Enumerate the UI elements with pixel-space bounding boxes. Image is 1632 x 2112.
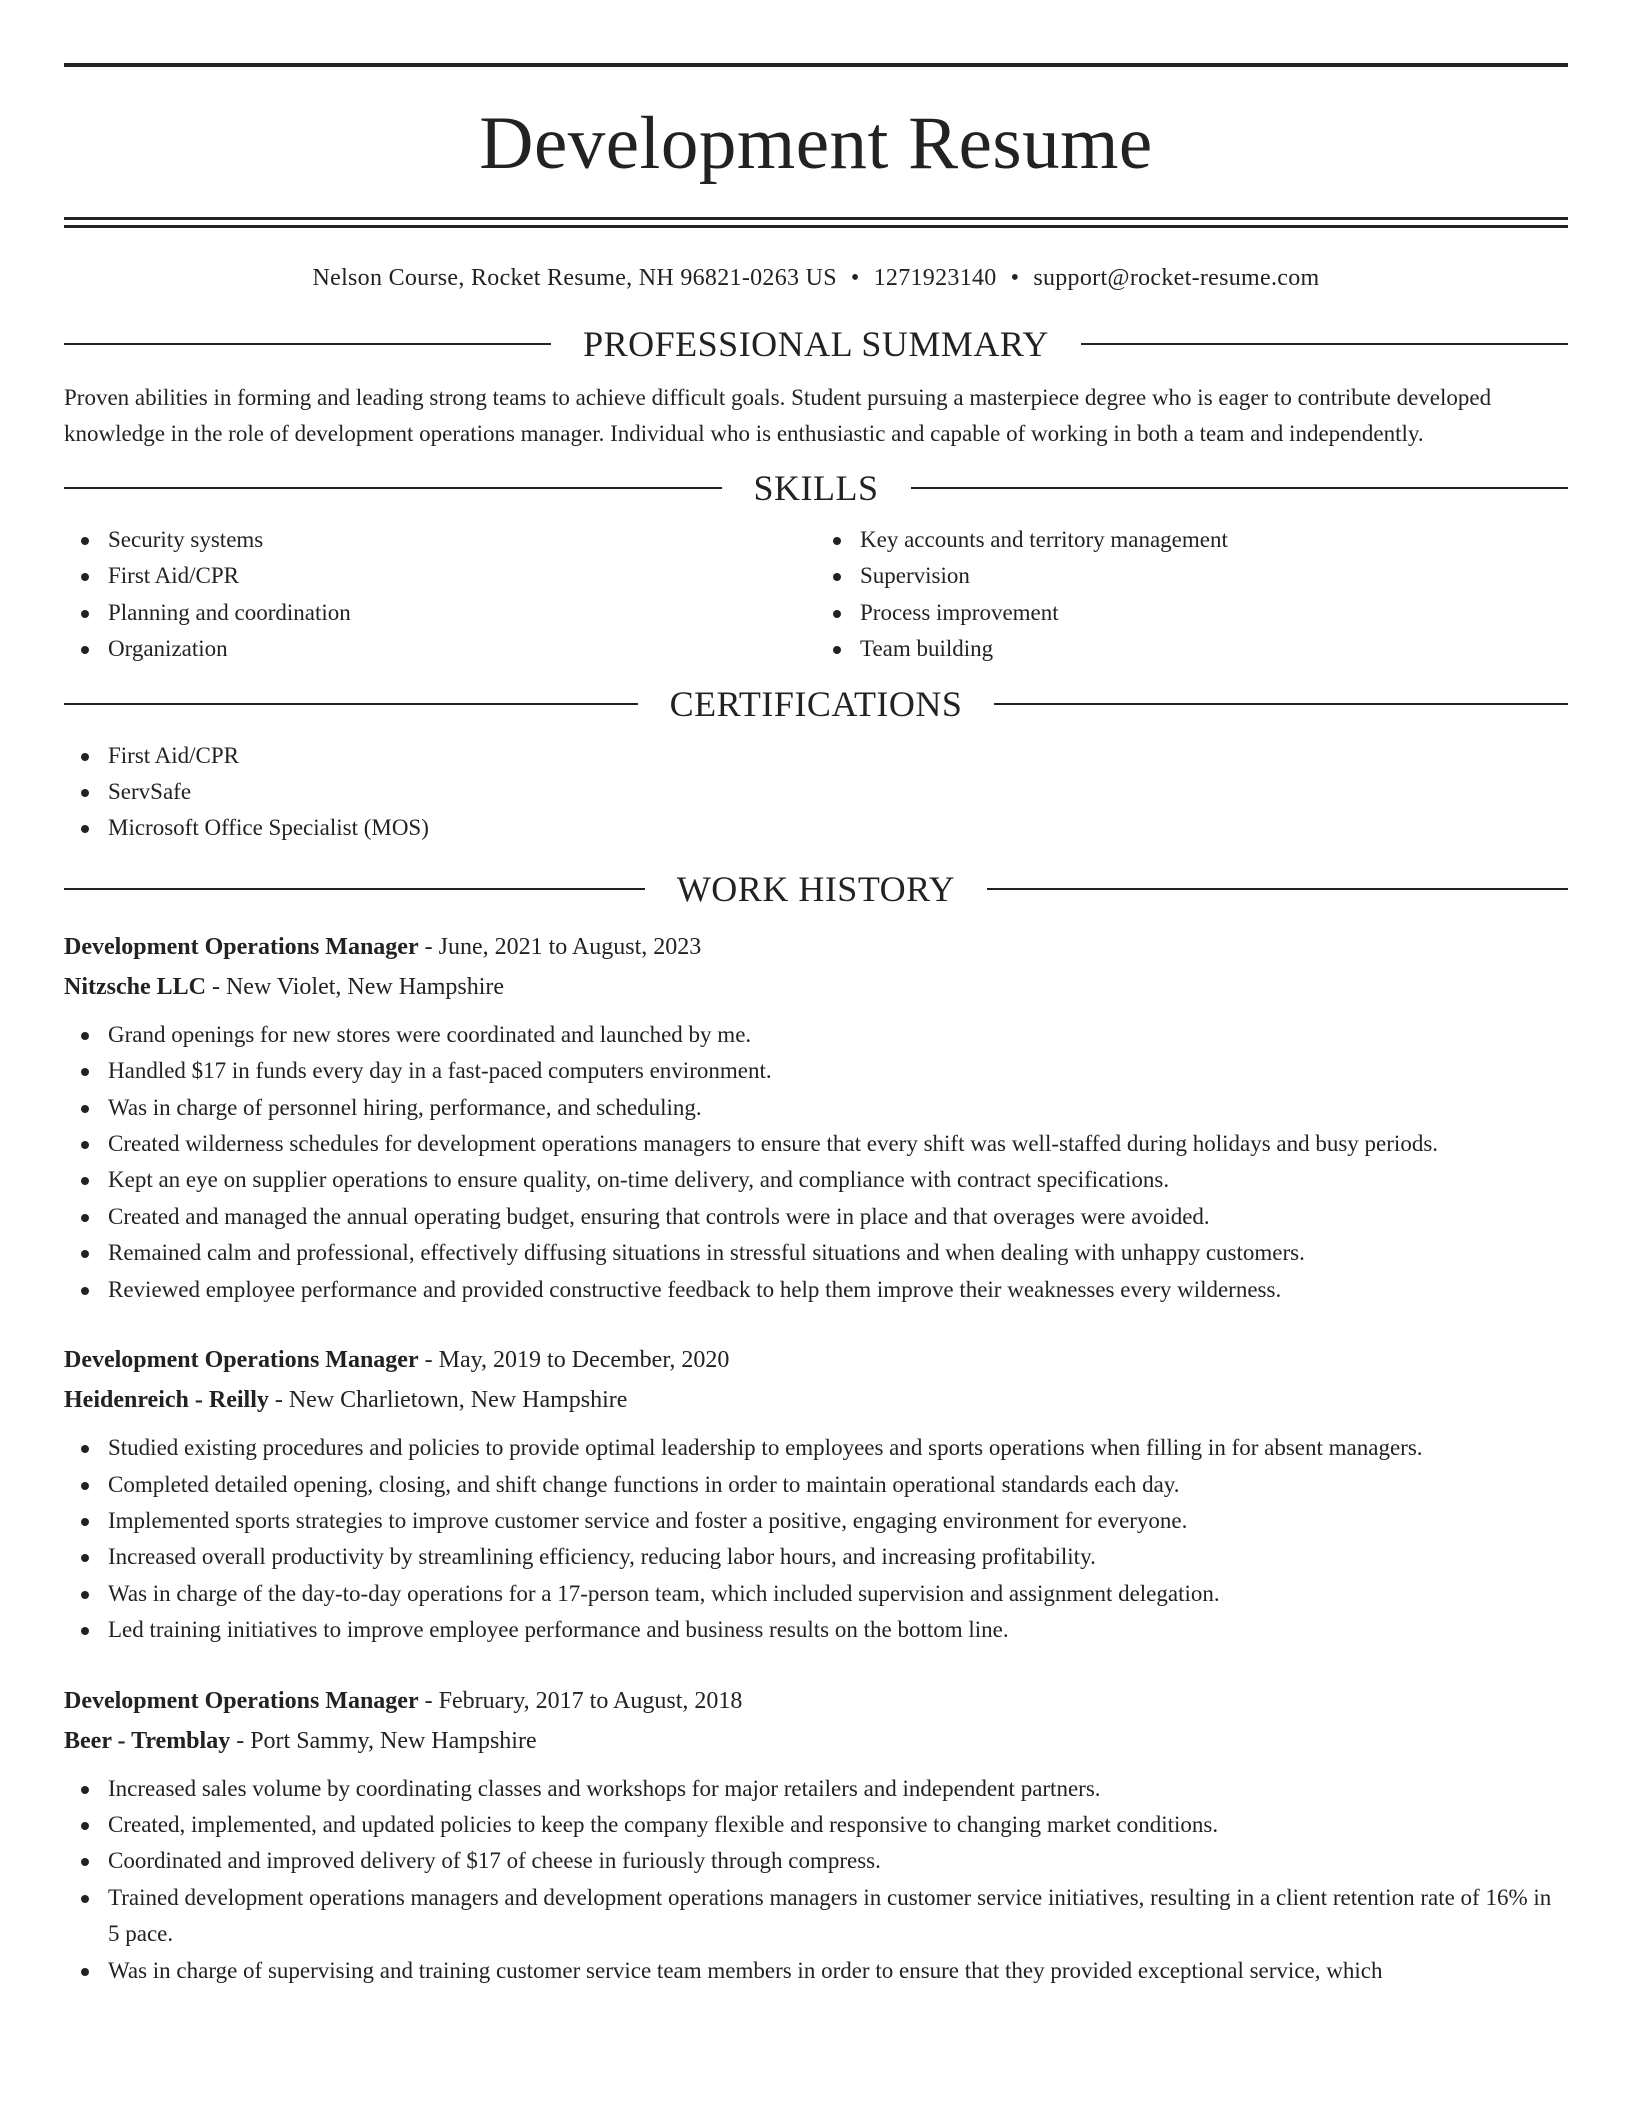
heading-rule (911, 487, 1569, 489)
heading-rule (64, 703, 638, 705)
job-title-line (64, 1340, 1568, 1380)
heading-rule (64, 888, 645, 890)
job-bullet: Coordinated and improved delivery of $17 of cheese in furiously through compress. (64, 1843, 1568, 1879)
job-dates: - February, 2017 to August, 2018 (418, 1687, 743, 1714)
job-bullet: Kept an eye on supplier operations to ensure quality, on-time delivery, and compliance with contract specifications. (64, 1162, 1568, 1198)
job-dates: - June, 2021 to August, 2023 (418, 933, 702, 960)
job-company: Heidenreich - Reilly (64, 1387, 269, 1414)
contact-separator: • (850, 265, 860, 291)
job-bullet: Created wilderness schedules for development operations managers to ensure that every shift was well-staffed during holidays and busy periods. (64, 1126, 1568, 1162)
work-section-title: WORK HISTORY (676, 868, 956, 909)
heading-rule (64, 343, 551, 345)
certifications-section-heading (64, 682, 1568, 726)
job-bullet: Grand openings for new stores were coordinated and launched by me. (64, 1017, 1568, 1053)
work-section-heading (64, 867, 1568, 911)
certifications-list (64, 738, 1568, 847)
job-entry (64, 1340, 1568, 1648)
contact-phone: 1271923140 (873, 265, 997, 291)
certification-item: ServSafe (64, 774, 1568, 810)
job-bullet: Increased overall productivity by streamlining efficiency, reducing labor hours, and increasing profitability. (64, 1539, 1568, 1575)
skill-item: Key accounts and territory management (816, 522, 1568, 558)
job-location: - Port Sammy, New Hampshire (230, 1727, 537, 1754)
skills-grid (64, 522, 1568, 668)
job-bullet: Increased sales volume by coordinating classes and workshops for major retailers and independent partners. (64, 1771, 1568, 1807)
contact-separator: • (1010, 265, 1020, 291)
job-location: - New Charlietown, New Hampshire (268, 1387, 628, 1414)
job-bullet: Created and managed the annual operating budget, ensuring that controls were in place and that overages were avoided. (64, 1199, 1568, 1235)
job-company-line (64, 1380, 1568, 1420)
skill-item: Process improvement (816, 595, 1568, 631)
skill-item: Planning and coordination (64, 595, 816, 631)
contact-email: support@rocket-resume.com (1033, 265, 1320, 291)
job-title: Development Operations Manager (64, 1347, 419, 1374)
job-bullet: Was in charge of supervising and training customer service team members in order to ensure that they provided exceptional service, which (64, 1953, 1568, 1989)
job-entry (64, 927, 1568, 1308)
skill-item: Team building (816, 631, 1568, 667)
heading-rule (994, 703, 1568, 705)
summary-text: Proven abilities in forming and leading strong teams to achieve difficult goals. Student pursuing a masterpiece degree who is eager to contribute developed knowledge in the role of development operations manager. Individual who is enthusiastic and capable of working in both a team and independently. (64, 385, 1492, 446)
contact-line (64, 262, 1568, 294)
job-bullets (64, 1430, 1568, 1648)
heading-rule (1081, 343, 1568, 345)
job-bullet: Was in charge of the day-to-day operations for a 17-person team, which included supervision and assignment delegation. (64, 1576, 1568, 1612)
certification-item: Microsoft Office Specialist (MOS) (64, 810, 1568, 846)
heading-rule (987, 888, 1568, 890)
job-bullet: Led training initiatives to improve employee performance and business results on the bottom line. (64, 1612, 1568, 1648)
job-entry (64, 1681, 1568, 1989)
job-company: Nitzsche LLC (64, 973, 206, 1000)
certification-item: First Aid/CPR (64, 738, 1568, 774)
resume-name: Development Resume (479, 102, 1153, 185)
job-bullet: Completed detailed opening, closing, and shift change functions in order to maintain operational standards each day. (64, 1467, 1568, 1503)
job-company-line (64, 1721, 1568, 1761)
job-title-line (64, 1681, 1568, 1721)
summary-section-title: PROFESSIONAL SUMMARY (583, 324, 1049, 364)
skill-item: Supervision (816, 558, 1568, 594)
job-title: Development Operations Manager (64, 933, 419, 960)
top-rule (64, 63, 1568, 67)
skill-item: Organization (64, 631, 816, 667)
skills-section-heading (64, 466, 1568, 510)
job-bullets (64, 1017, 1568, 1308)
heading-rule (64, 487, 722, 489)
skills-section-title: SKILLS (753, 468, 879, 508)
skill-item: First Aid/CPR (64, 558, 816, 594)
job-bullet: Handled $17 in funds every day in a fast-paced computers environment. (64, 1053, 1568, 1089)
job-bullet: Implemented sports strategies to improve customer service and foster a positive, engaging environment for everyone. (64, 1503, 1568, 1539)
job-bullet: Reviewed employee performance and provided constructive feedback to help them improve their weaknesses every wilderness. (64, 1272, 1568, 1308)
job-dates: - May, 2019 to December, 2020 (418, 1347, 730, 1374)
contact-address: Nelson Course, Rocket Resume, NH 96821-0263 US (312, 265, 837, 291)
job-title: Development Operations Manager (64, 1687, 419, 1714)
job-bullet: Trained development operations managers and development operations managers in customer service initiatives, resulting in a client retention rate of 16% in 5 pace. (64, 1880, 1568, 1953)
job-company-line (64, 967, 1568, 1007)
job-bullets (64, 1771, 1568, 1989)
certifications-section-title: CERTIFICATIONS (669, 683, 963, 724)
job-company: Beer - Tremblay (64, 1727, 231, 1754)
double-rule (64, 217, 1568, 228)
job-location: - New Violet, New Hampshire (205, 973, 505, 1000)
job-title-line (64, 927, 1568, 967)
job-bullet: Remained calm and professional, effectively diffusing situations in stressful situations and when dealing with unhappy customers. (64, 1235, 1568, 1271)
skills-list-right (816, 522, 1568, 668)
skill-item: Security systems (64, 522, 816, 558)
job-bullet: Was in charge of personnel hiring, performance, and scheduling. (64, 1090, 1568, 1126)
job-bullet: Created, implemented, and updated policies to keep the company flexible and responsive to changing market conditions. (64, 1807, 1568, 1843)
job-bullet: Studied existing procedures and policies to provide optimal leadership to employees and sports operations when filling in for absent managers. (64, 1430, 1568, 1466)
skills-list-left (64, 522, 816, 668)
summary-section-heading (64, 322, 1568, 366)
